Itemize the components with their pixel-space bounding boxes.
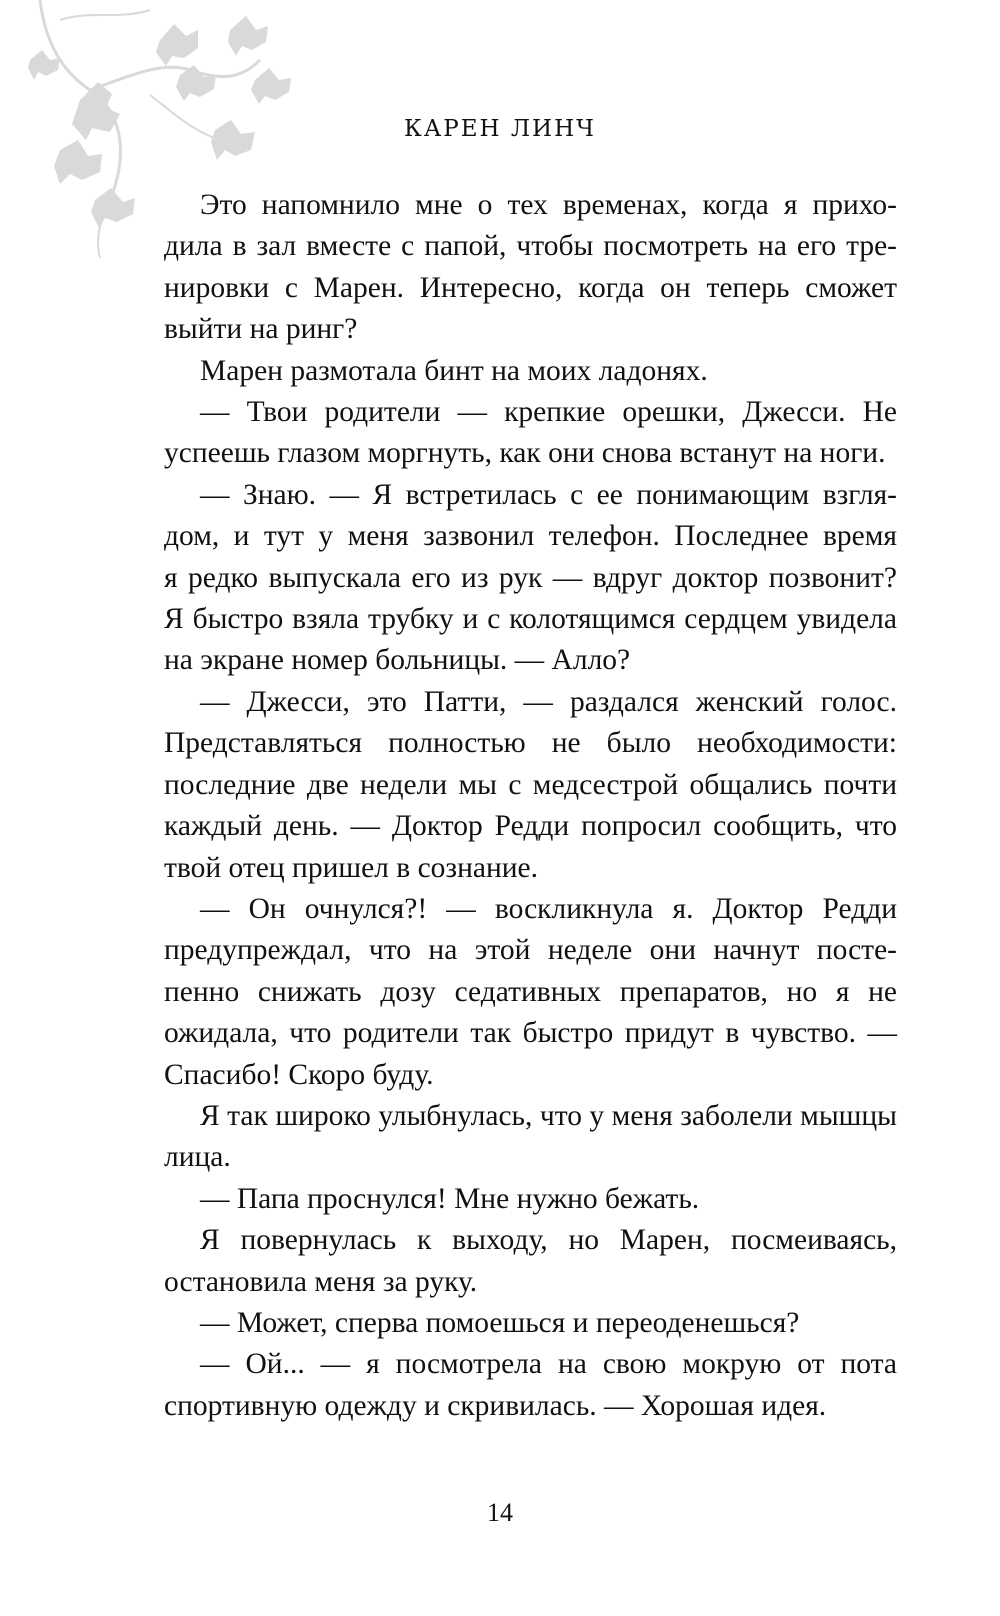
paragraph bbox=[164, 475, 897, 682]
body-text bbox=[164, 185, 897, 1427]
text-line: дила в зал вместе с папой, чтобы посмотреть на его тре- bbox=[164, 230, 897, 263]
text-line: — Он очнулся?! — воскликнула я. Доктор Редди bbox=[200, 892, 897, 925]
paragraph bbox=[164, 185, 897, 351]
text-line: Представляться полностью не было необходимости: bbox=[164, 727, 897, 760]
text-line: Спасибо! Скоро буду. bbox=[164, 1058, 434, 1091]
text-line: — Джесси, это Патти, — раздался женский голос. bbox=[200, 685, 897, 718]
text-line: успеешь глазом моргнуть, как они снова встанут на ноги. bbox=[164, 437, 886, 470]
text-line: выйти на ринг? bbox=[164, 313, 358, 346]
paragraph bbox=[164, 1096, 897, 1179]
text-line: — Папа проснулся! Мне нужно бежать. bbox=[200, 1182, 700, 1215]
running-header: КАРЕН ЛИНЧ bbox=[404, 116, 596, 142]
text-line: Я так широко улыбнулась, что у меня заболели мышцы bbox=[200, 1099, 897, 1132]
paragraph bbox=[164, 1220, 897, 1303]
paragraph bbox=[164, 1303, 897, 1344]
text-line: Я повернулась к выходу, но Марен, посмеиваясь, bbox=[200, 1224, 897, 1257]
text-line: последние две недели мы с медсестрой общались почти bbox=[164, 768, 897, 801]
paragraph bbox=[164, 682, 897, 889]
paragraph bbox=[164, 392, 897, 475]
text-line: Я быстро взяла трубку и с колотящимся сердцем увидела bbox=[164, 603, 897, 636]
paragraph bbox=[164, 1179, 897, 1220]
text-line: ожидала, что родители так быстро придут в чувство. — bbox=[164, 1017, 897, 1050]
text-line: — Твои родители — крепкие орешки, Джесси. Не bbox=[200, 396, 897, 429]
text-line: остановила меня за руку. bbox=[164, 1265, 478, 1298]
text-line: пенно снижать дозу седативных препаратов, но я не bbox=[164, 975, 897, 1008]
text-line: предупреждал, что на этой неделе они начнут посте- bbox=[164, 934, 897, 967]
paragraph bbox=[164, 1344, 897, 1427]
text-line: я редко выпускала его из рук — вдруг доктор позвонит? bbox=[164, 561, 897, 594]
text-line: — Может, сперва помоешься и переоденешься? bbox=[200, 1306, 800, 1339]
text-line: — Знаю. — Я встретилась с ее понимающим взгля- bbox=[200, 478, 897, 511]
text-line: дом, и тут у меня зазвонил телефон. Последнее время bbox=[164, 520, 897, 553]
page-number: 14 bbox=[487, 1498, 513, 1527]
text-line: — Ой... — я посмотрела на свою мокрую от пота bbox=[200, 1348, 897, 1381]
paragraph bbox=[164, 351, 897, 392]
text-line: твой отец пришел в сознание. bbox=[164, 851, 538, 884]
text-line: Это напомнило мне о тех временах, когда я прихо- bbox=[200, 189, 897, 221]
text-line: спортивную одежду и скривилась. — Хорошая идея. bbox=[164, 1389, 827, 1422]
text-line: Марен размотала бинт на моих ладонях. bbox=[200, 354, 708, 387]
text-line: лица. bbox=[164, 1141, 231, 1174]
text-line: нировки с Марен. Интересно, когда он теперь сможет bbox=[164, 271, 897, 304]
paragraph bbox=[164, 889, 897, 1096]
text-line: на экране номер больницы. — Алло? bbox=[164, 644, 631, 677]
text-line: каждый день. — Доктор Редди попросил сообщить, что bbox=[164, 810, 897, 843]
